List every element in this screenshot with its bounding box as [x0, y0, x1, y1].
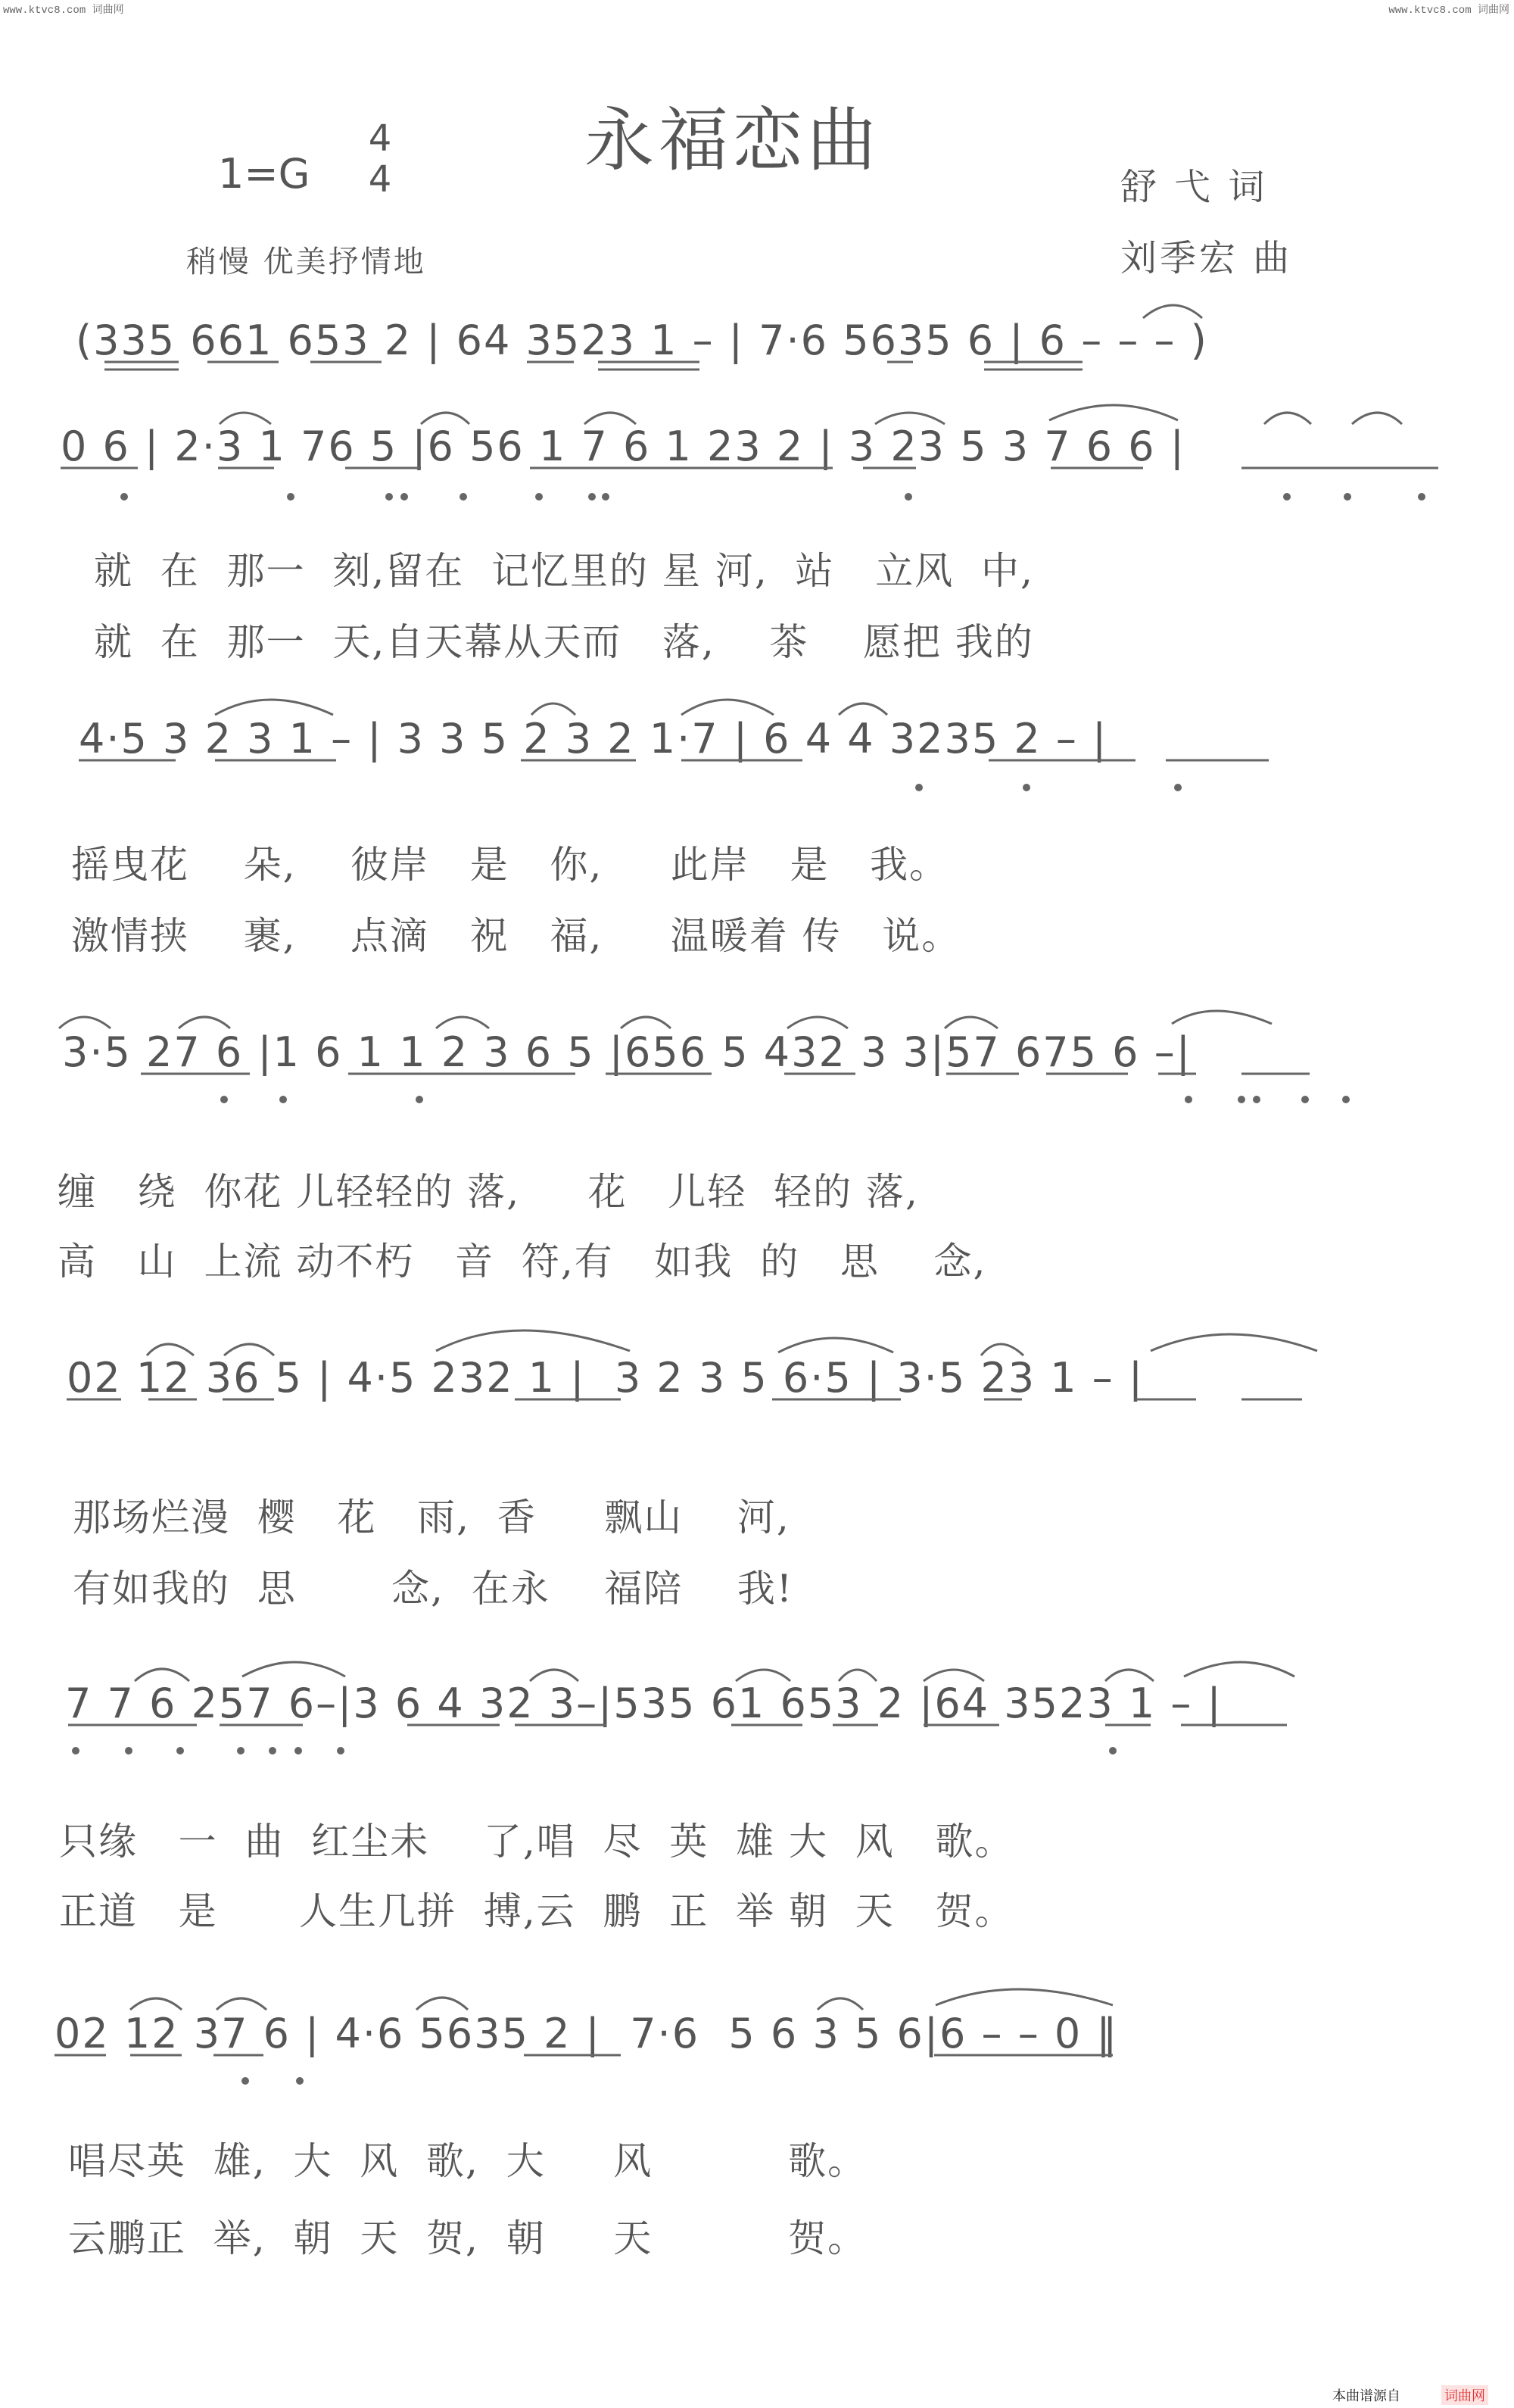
score-line-7-notes: 02 12 37 6 | 4·6 5635 2 | 7·6 5 6 3 5 6|6 – – 0 ‖	[55, 2010, 1119, 2057]
score-line-3-lyric-1: 摇曳花 朵, 彼岸 是 你, 此岸 是 我。	[71, 843, 949, 887]
composer-credit: 刘季宏 曲	[1120, 237, 1293, 279]
score-line-3-notes: 4·5 3 2 3 1 – | 3 3 5 2 3 2 1·7 | 6 4 4 3235 2 – |	[79, 715, 1108, 763]
footer-source-label: 本曲谱源自	[1332, 2388, 1400, 2404]
score-line-3-lyric-2: 激情挟 裹, 点滴 祝 福, 温暖着 传 说。	[71, 914, 961, 958]
score-line-7-lyric-2: 云鹏正 举, 朝 天 贺, 朝 天 贺。	[68, 2216, 868, 2260]
score-line-1-notes: (335 661 653 2 | 64 3523 1 – | 7·6 5635 6 | 6 – – – )	[76, 317, 1208, 364]
score-line-6-notes: 7 7 6 257 6–|3 6 4 32 3–|535 61 653 2 |64 3523 1 – |	[65, 1680, 1223, 1727]
meter-top: 4	[368, 117, 392, 160]
score-line-2-lyric-2: 就 在 那一 天,自天幕从天而 落, 茶 愿把 我的	[94, 620, 1034, 664]
score-line-2-lyric-1: 就 在 那一 刻,留在 记忆里的 星 河, 站 立风 中,	[94, 549, 1034, 593]
key-signature: 1=G	[218, 150, 310, 198]
meter-bottom: 4	[368, 158, 392, 201]
score-line-6-lyric-1: 只缘 一 曲 红尘未 了,唱 尽 英 雄 大 风 歌。	[59, 1820, 1014, 1864]
song-title: 永福恋曲	[584, 100, 882, 181]
score-line-7-lyric-1: 唱尽英 雄, 大 风 歌, 大 风 歌。	[68, 2139, 868, 2183]
lyricist-credit: 舒 弋 词	[1120, 166, 1268, 208]
tempo-marking: 稍慢 优美抒情地	[186, 245, 426, 279]
score-line-4-lyric-2: 高 山 上流 动不朽 音 符,有 如我 的 思 念,	[58, 1240, 987, 1284]
site-watermark-left: www.ktvc8.com 词曲网	[3, 5, 124, 17]
score-line-4-lyric-1: 缠 绕 你花 儿轻轻的 落, 花 儿轻 轻的 落,	[58, 1170, 919, 1214]
score-line-5-lyric-2: 有如我的 思 念, 在永 福陪 我!	[73, 1567, 793, 1611]
site-watermark-right: www.ktvc8.com 词曲网	[1388, 5, 1509, 17]
score-line-5-notes: 02 12 36 5 | 4·5 232 1 | 3 2 3 5 6·5 | 3·5 23 1 – |	[67, 1354, 1145, 1402]
score-line-2-notes: 0 6 | 2·3 1 76 5 |6 56 1 7 6 1 23 2 | 3 23 5 3 7 6 6 |	[61, 423, 1186, 470]
score-line-5-lyric-1: 那场烂漫 樱 花 雨, 香 飘山 河,	[73, 1496, 790, 1539]
footer-source-site: 词曲网	[1441, 2385, 1488, 2405]
score-line-4-notes: 3·5 27 6 |1 6 1 1 2 3 6 5 |656 5 432 3 3|57 675 6 –|	[62, 1028, 1192, 1076]
score-line-6-lyric-2: 正道 是 人生几拼 搏,云 鹏 正 举 朝 天 贺。	[59, 1889, 1014, 1933]
